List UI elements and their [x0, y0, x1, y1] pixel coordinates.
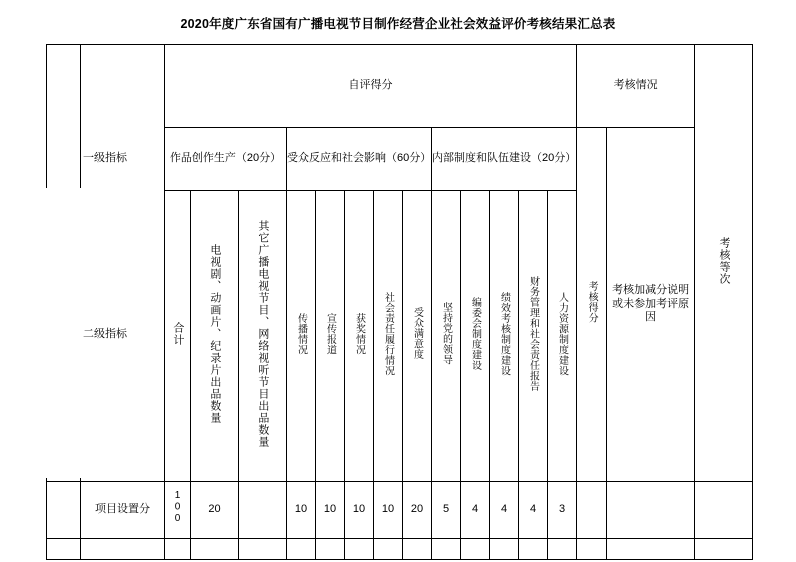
level2-row-label [46, 188, 164, 478]
level2-item-3-label: 宣传报道 [324, 312, 336, 355]
assessment-score-col-header [577, 128, 607, 482]
level2-item-3 [316, 191, 345, 482]
blank-cell-1 [239, 539, 287, 560]
score-row-grade [695, 482, 753, 539]
level2-item-10 [519, 191, 548, 482]
score-row-value-11: 3 [548, 482, 577, 539]
level2-item-0-label: 电视剧、动画片、纪录片出品数量 [208, 243, 221, 424]
level2-item-7-label: 坚持党的领导 [440, 302, 452, 366]
level2-total-header [165, 191, 191, 482]
score-row-value-7: 5 [432, 482, 461, 539]
table-row-score-settings [47, 482, 753, 539]
page-title: 2020年度广东省国有广播电视节目制作经营企业社会效益评价考核结果汇总表 [180, 17, 616, 31]
table-row-blank [47, 539, 753, 560]
score-row-value-4: 10 [345, 482, 374, 539]
level2-item-11 [548, 191, 577, 482]
blank-cell-score [577, 539, 607, 560]
blank-cell-0 [191, 539, 239, 560]
level2-item-9 [490, 191, 519, 482]
level2-item-11-label: 人力资源制度建设 [556, 291, 568, 376]
level1-group-2: 受众反应和社会影响（60分） [287, 128, 432, 191]
level1-group-1: 作品创作生产（20分） [165, 128, 287, 191]
score-row-value-9: 4 [490, 482, 519, 539]
header-self-score-label: 自评得分 [348, 79, 393, 92]
level2-item-0 [191, 191, 239, 482]
score-row-total [165, 482, 191, 539]
blank-cell-3 [316, 539, 345, 560]
level2-item-8 [461, 191, 490, 482]
header-cell-self-score [165, 45, 577, 128]
blank-cell-company [81, 539, 165, 560]
header-assessment-label: 考核情况 [613, 79, 658, 92]
level2-item-4-label: 获奖情况 [353, 312, 365, 355]
score-row-total-value: 100 [172, 490, 183, 525]
level2-item-2 [287, 191, 316, 482]
level1-group-3: 内部制度和队伍建设（20分） [432, 128, 577, 191]
level2-item-6-label: 受众满意度 [411, 307, 423, 360]
score-row-value-8: 4 [461, 482, 490, 539]
level2-item-9-label: 绩效考核制度建设 [498, 291, 510, 376]
header-grade-label: 考核等次 [718, 236, 731, 285]
score-row-seq-cell [47, 482, 81, 539]
blank-cell-11 [548, 539, 577, 560]
blank-cell-5 [374, 539, 403, 560]
level2-total-label: 合计 [171, 321, 184, 346]
level2-row-label-text: 二级指标 [83, 328, 127, 340]
blank-cell-total [165, 539, 191, 560]
score-row-note [607, 482, 695, 539]
score-row-value-6: 20 [403, 482, 432, 539]
header-cell-assessment [577, 45, 695, 128]
score-row-value-1 [239, 482, 287, 539]
score-row-value-3: 10 [316, 482, 345, 539]
level2-item-6 [403, 191, 432, 482]
score-row-label: 项目设置分 [81, 482, 165, 539]
level2-item-5 [374, 191, 403, 482]
score-row-assessment-score [577, 482, 607, 539]
level2-item-4 [345, 191, 374, 482]
score-row-value-10: 4 [519, 482, 548, 539]
level2-item-7 [432, 191, 461, 482]
level2-item-2-label: 传播情况 [295, 312, 307, 355]
assessment-note-col-header: 考核加减分说明或未参加考评原因 [607, 128, 695, 482]
blank-cell-8 [461, 539, 490, 560]
level2-item-8-label: 编委会制度建设 [469, 296, 481, 371]
blank-cell-7 [432, 539, 461, 560]
score-row-value-5: 10 [374, 482, 403, 539]
blank-cell-9 [490, 539, 519, 560]
level1-row-label-text: 一级指标 [83, 152, 127, 164]
header-cell-grade [695, 45, 753, 482]
blank-cell-10 [519, 539, 548, 560]
blank-cell-4 [345, 539, 374, 560]
level2-item-10-label: 财务管理和社会责任报告 [527, 275, 539, 392]
table-header-row-1 [47, 45, 753, 128]
assessment-score-label: 考核得分 [586, 281, 598, 324]
blank-cell-note [607, 539, 695, 560]
blank-cell-6 [403, 539, 432, 560]
level1-row-label [46, 126, 164, 188]
blank-cell-grade [695, 539, 753, 560]
blank-cell-seq [47, 539, 81, 560]
level2-item-1-label: 其它广播电视节目、网络视听节目出品数量 [256, 219, 269, 448]
blank-cell-2 [287, 539, 316, 560]
score-row-value-2: 10 [287, 482, 316, 539]
score-row-value-0: 20 [191, 482, 239, 539]
level2-item-5-label: 社会责任履行情况 [382, 291, 394, 376]
level2-item-1 [239, 191, 287, 482]
